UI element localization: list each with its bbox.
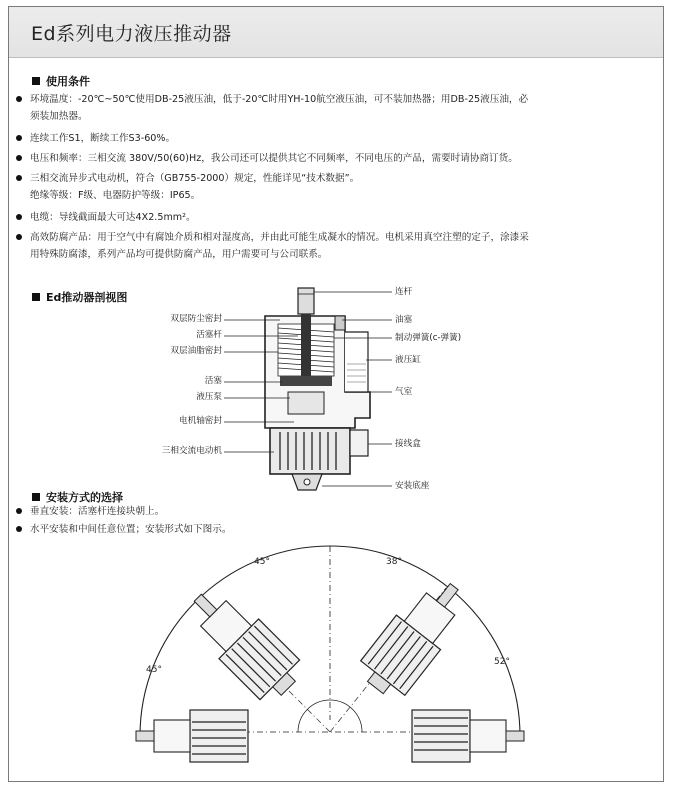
label-right: 安装底座	[395, 481, 430, 491]
list-item-text: 垂直安装：活塞杆连接块朝上。	[30, 506, 165, 517]
list-item-text: 水平安装和中间任意位置；安装形式如下图示。	[30, 524, 232, 535]
bullet-icon	[16, 508, 22, 514]
label-right: 制动弹簧(c-弹簧)	[395, 333, 462, 343]
angle-label-top-left: 45°	[254, 557, 270, 567]
installation-angle-diagram	[120, 540, 540, 776]
page-title: Ed系列电力液压推动器	[31, 23, 232, 45]
section-heading-text: 安装方式的选择	[46, 491, 123, 504]
label-left: 液压泵	[196, 392, 222, 402]
angle-label-right: 52°	[494, 657, 510, 667]
list-item	[30, 91, 630, 125]
bullet-icon	[16, 526, 22, 532]
list-item	[30, 170, 630, 204]
angle-label-top-right: 38°	[386, 557, 402, 567]
bullet-icon	[16, 135, 22, 141]
page-header	[9, 7, 663, 58]
square-bullet-icon	[32, 493, 40, 501]
section-heading-cutaway	[32, 289, 127, 305]
section-heading-text: Ed推动器剖视图	[46, 291, 128, 304]
label-left: 电机轴密封	[179, 416, 222, 426]
bullet-icon	[16, 234, 22, 240]
list-item	[30, 130, 630, 147]
list-item-text: 须装加热器。	[30, 111, 88, 122]
section-heading-conditions	[32, 73, 90, 89]
section-heading-text: 使用条件	[46, 75, 90, 88]
bullet-icon	[16, 214, 22, 220]
bullet-icon	[16, 155, 22, 161]
label-right: 接线盒	[395, 439, 421, 449]
list-item	[30, 521, 630, 538]
bullet-icon	[16, 96, 22, 102]
label-left: 三相交流电动机	[161, 446, 222, 456]
list-item	[30, 503, 630, 520]
label-left: 活塞杆	[196, 330, 222, 340]
list-item-text: 电缆：导线截面最大可达4X2.5mm²。	[30, 212, 196, 223]
square-bullet-icon	[32, 77, 40, 85]
label-right: 油塞	[395, 315, 413, 325]
square-bullet-icon	[32, 293, 40, 301]
list-item-text: 连续工作S1，断续工作S3-60%。	[30, 133, 176, 144]
label-right: 连杆	[395, 287, 413, 297]
label-left: 活塞	[204, 376, 222, 386]
list-item-text: 高效防腐产品：用于空气中有腐蚀介质和相对湿度高，并由此可能生成凝水的情况。电机采用真空注塑的定子，涂漆采	[30, 232, 529, 243]
list-item-text: 绝缘等级：F级、电器防护等级：IP65。	[30, 190, 201, 201]
list-item-text: 电压和频率：三相交流 380V/50(60)Hz，我公司还可以提供其它不同频率，不同电压的产品，需要时请协商订货。	[30, 153, 518, 164]
list-item-text: 三相交流异步式电动机，符合（GB755-2000）规定，性能详见“技术数据”。	[30, 173, 360, 184]
list-item-text: 用特殊防腐漆，系列产品均可提供防腐产品，用户需要可与公司联系。	[30, 249, 328, 260]
list-item	[30, 229, 630, 263]
label-left: 双层油脂密封	[170, 346, 222, 356]
list-item	[30, 150, 630, 167]
list-item-text: 环境温度：-20℃~50℃使用DB-25液压油，低于-20℃时用YH-10航空液压油，可不装加热器；用DB-25液压油，必	[30, 94, 529, 105]
bullet-icon	[16, 175, 22, 181]
label-right: 液压缸	[395, 355, 421, 365]
label-right: 气室	[395, 387, 413, 397]
list-item	[30, 209, 630, 226]
label-left: 双层防尘密封	[170, 314, 222, 324]
angle-label-left: 45°	[146, 665, 162, 675]
